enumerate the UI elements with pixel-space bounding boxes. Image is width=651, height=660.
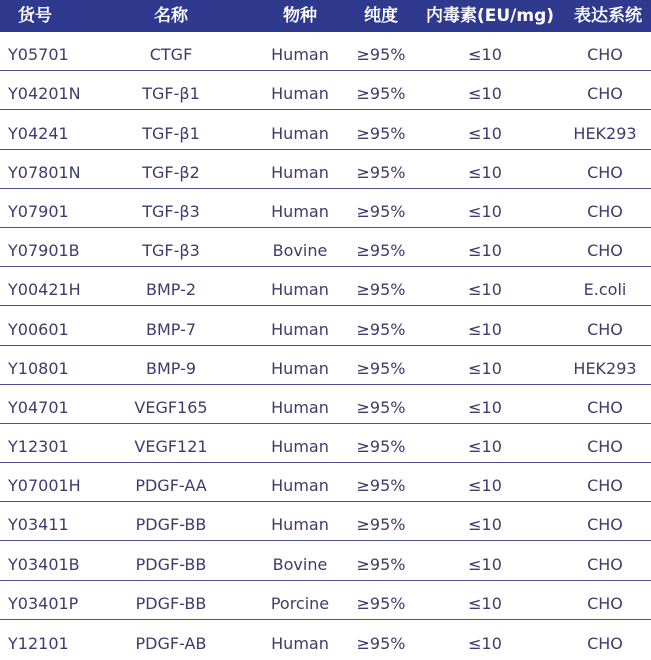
cell-name: PDGF-AA [135,476,207,496]
table-row [0,228,651,267]
cell-endotoxin: ≤10 [468,554,502,574]
cell-species: Human [271,280,329,300]
cell-expression: E.coli [583,280,627,300]
cell-purity: ≥95% [356,241,406,261]
cell-species: Human [271,515,329,535]
cell-name: PDGF-AB [135,634,207,653]
cell-id: Y03411 [8,515,69,535]
table-row [0,150,651,189]
table-row [0,385,651,424]
cell-species: Human [271,45,329,65]
cell-expression: CHO [587,437,623,457]
cell-id: Y05701 [8,45,69,65]
table-row [0,32,651,71]
cell-endotoxin: ≤10 [468,397,502,417]
cell-purity: ≥95% [356,45,406,65]
cell-name: BMP-2 [145,280,197,300]
header-id: 货号 [18,6,52,26]
cell-species: Bovine [272,241,328,261]
cell-expression: CHO [587,515,623,535]
cell-id: Y04201N [8,84,81,104]
cell-expression: CHO [587,476,623,496]
cell-species: Bovine [272,554,328,574]
cell-purity: ≥95% [356,634,406,653]
cell-expression: CHO [587,319,623,339]
cell-name: TGF-β1 [142,123,200,143]
cell-purity: ≥95% [356,280,406,300]
cell-endotoxin: ≤10 [468,241,502,261]
cell-species: Human [271,162,329,182]
table-row [0,306,651,345]
table-row [0,581,651,620]
table-row [0,463,651,502]
cell-species: Human [271,476,329,496]
cell-name: VEGF121 [134,437,208,457]
cell-species: Human [271,319,329,339]
header-expression: 表达系统 [574,6,642,26]
cell-name: PDGF-BB [135,554,207,574]
table-row [0,346,651,385]
cell-id: Y12301 [8,437,69,457]
cell-expression: HEK293 [573,123,637,143]
cell-purity: ≥95% [356,593,406,613]
cell-expression: CHO [587,84,623,104]
cell-id: Y10801 [8,358,69,378]
cell-name: BMP-9 [145,358,197,378]
header-species: 物种 [283,6,317,26]
table-row [0,267,651,306]
cell-species: Human [271,437,329,457]
cell-id: Y00421H [8,280,81,300]
cell-species: Human [271,201,329,221]
cell-id: Y04241 [8,123,69,143]
cell-purity: ≥95% [356,476,406,496]
cell-id: Y07901 [8,201,69,221]
cell-id: Y12101 [8,634,69,653]
cell-purity: ≥95% [356,515,406,535]
cell-endotoxin: ≤10 [468,45,502,65]
cell-purity: ≥95% [356,319,406,339]
header-name: 名称 [154,6,188,26]
table-row [0,541,651,580]
cell-endotoxin: ≤10 [468,437,502,457]
cell-species: Human [271,123,329,143]
cell-purity: ≥95% [356,437,406,457]
cell-id: Y00601 [8,319,69,339]
cell-expression: CHO [587,397,623,417]
cell-endotoxin: ≤10 [468,593,502,613]
cell-endotoxin: ≤10 [468,162,502,182]
cell-expression: CHO [587,162,623,182]
cell-purity: ≥95% [356,123,406,143]
cell-purity: ≥95% [356,358,406,378]
table-row [0,502,651,541]
cell-expression: CHO [587,241,623,261]
table-row [0,620,651,659]
cell-name: TGF-β2 [142,162,200,182]
table-row [0,110,651,149]
cell-species: Porcine [270,593,330,613]
cell-id: Y03401P [8,593,79,613]
cell-name: PDGF-BB [135,515,207,535]
cell-purity: ≥95% [356,84,406,104]
cell-name: PDGF-BB [135,593,207,613]
table-row [0,189,651,228]
cell-purity: ≥95% [356,201,406,221]
cell-endotoxin: ≤10 [468,201,502,221]
cell-species: Human [271,358,329,378]
cell-species: Human [271,84,329,104]
cell-name: CTGF [149,45,193,65]
cell-name: TGF-β1 [142,84,200,104]
cell-id: Y07001H [8,476,81,496]
cell-expression: CHO [587,45,623,65]
cell-name: TGF-β3 [142,241,200,261]
cell-name: BMP-7 [145,319,197,339]
cell-name: VEGF165 [134,397,208,417]
cell-endotoxin: ≤10 [468,84,502,104]
table-header [0,0,651,32]
cell-id: Y03401B [8,554,80,574]
cell-id: Y04701 [8,397,69,417]
table-row [0,424,651,463]
cell-purity: ≥95% [356,162,406,182]
header-endotoxin: 内毒素(EU/mg) [425,6,555,26]
cell-endotoxin: ≤10 [468,319,502,339]
cell-expression: HEK293 [573,358,637,378]
cell-species: Human [271,397,329,417]
cell-endotoxin: ≤10 [468,476,502,496]
header-purity: 纯度 [364,6,398,26]
cell-name: TGF-β3 [142,201,200,221]
table-body [0,32,651,659]
cell-expression: CHO [587,554,623,574]
cell-expression: CHO [587,634,623,653]
table-row [0,71,651,110]
cell-id: Y07901B [8,241,80,261]
cell-expression: CHO [587,593,623,613]
cell-endotoxin: ≤10 [468,358,502,378]
cell-id: Y07801N [8,162,81,182]
cell-species: Human [271,634,329,653]
cell-endotoxin: ≤10 [468,634,502,653]
cell-expression: CHO [587,201,623,221]
cell-endotoxin: ≤10 [468,123,502,143]
cell-purity: ≥95% [356,397,406,417]
cell-endotoxin: ≤10 [468,515,502,535]
cell-purity: ≥95% [356,554,406,574]
cell-endotoxin: ≤10 [468,280,502,300]
